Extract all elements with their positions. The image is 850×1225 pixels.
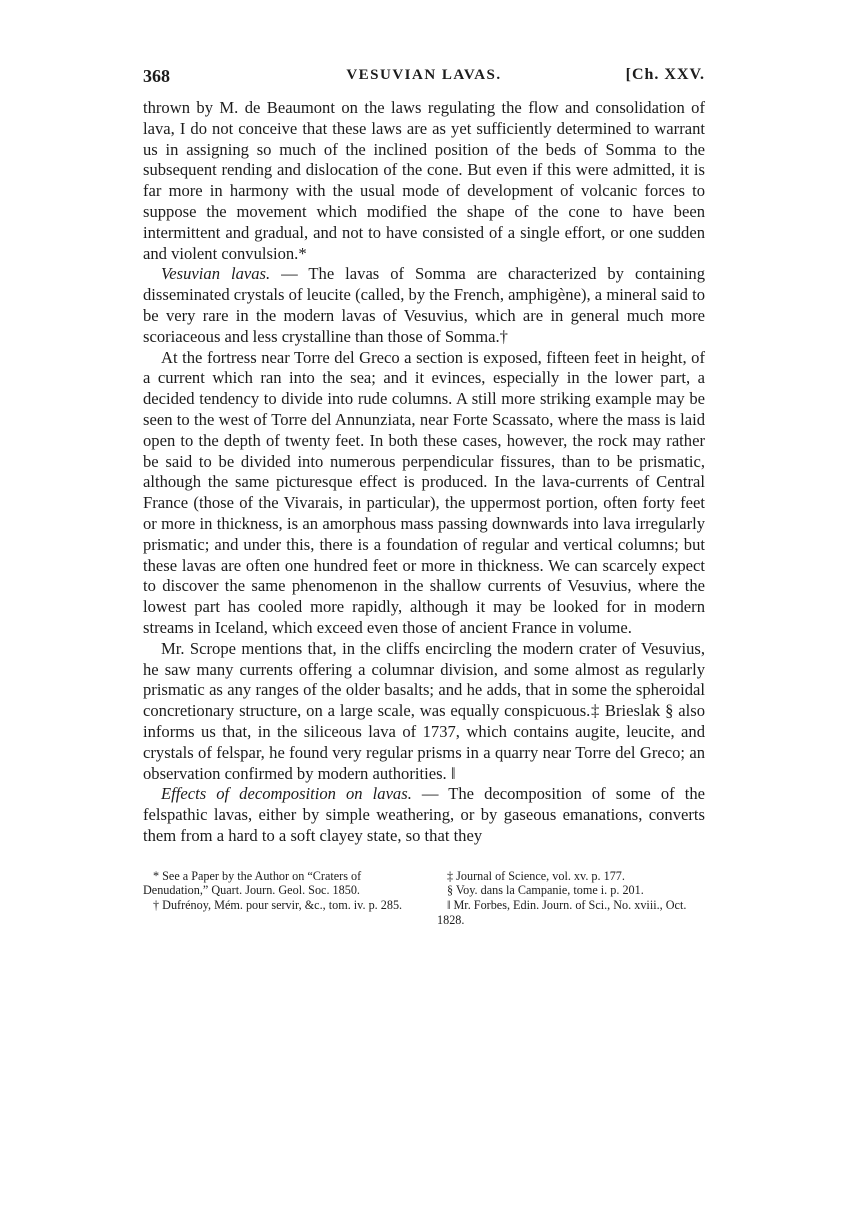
footnotes: [143, 869, 705, 928]
section-heading-vesuvian-lavas: Vesuvian lavas.: [161, 264, 271, 284]
paragraph-4: Mr. Scrope mentions that, in the cliffs encircling the modern crater of Vesuvius, he saw many currents offering a columnar division, and some almost as regularly prismatic as any ranges of the older basalts; and he adds, that in some the spheroidal concretionary structure, on a large scale, was equally conspicuous.‡ Brieslak § also informs us that, in the siliceous lava of 1737, which contains augite, leucite, and crystals of felspar, he found very regular prisms in a quarry near Torre del Greco; an observation confirmed by modern authorities. ‖: [143, 638, 705, 783]
running-title: VESUVIAN LAVAS.: [346, 67, 502, 83]
footnotes-right-column: [437, 869, 705, 928]
page-number: 368: [143, 66, 170, 86]
section-heading-effects-of-decomposition: Effects of decomposition on lavas.: [161, 784, 412, 804]
footnotes-left-column: [143, 869, 411, 928]
footnote-parallel: ‖ Mr. Forbes, Edin. Journ. of Sci., No. xviii., Oct. 1828.: [437, 898, 687, 928]
paragraph-5-text: — The decomposition of some of the felspathic lavas, either by simple weathering, or by gaseous emanations, converts them from a hard to a soft clayey state, so that they: [143, 784, 705, 845]
page-header: [143, 62, 705, 98]
footnote-dagger: † Dufrénoy, Mém. pour servir, &c., tom. iv. p. 285.: [153, 898, 403, 913]
book-page: [143, 62, 705, 928]
paragraph-5: [143, 784, 705, 846]
paragraph-1: thrown by M. de Beaumont on the laws regulating the flow and consolidation of lava, I do not conceive that these laws are as yet sufficiently determined to warrant us in assigning so much of the inclined position of the beds of Somma to the subsequent rending and dislocation of the cone. But even if this were admitted, it is far more in harmony with the usual mode of development of volcanic forces to suppose the movement which modified the shape of the cone to have been intermittent and gradual, and not to have consisted of a single effort, or one sudden and violent convulsion.*: [143, 98, 705, 263]
chapter-marker: [Ch. XXV.: [625, 66, 705, 83]
paragraph-3: At the fortress near Torre del Greco a section is exposed, fifteen feet in height, of a current which ran into the sea; and it evinces, especially in the lower part, a decided tendency to divide into rude columns. A still more striking example may be seen to the west of Torre del Annunziata, near Forte Scassato, where the mass is laid open to the depth of twenty feet. In both these cases, however, the rock may rather be said to be divided into numerous perpendicular fissures, than to be prismatic, although the same picturesque effect is produced. In the lava-currents of Central France (those of the Vivarais, in particular), the uppermost portion, often forty feet or more in thickness, is an amorphous mass passing downwards into lava irregularly prismatic; and under this, there is a foundation of regular and vertical columns; but these lavas are often one hundred feet or more in thickness. We can scarcely expect to discover the same phenomenon in the shallow currents of Vesuvius, where the lowest part has cooled more rapidly, although it may be looked for in modern streams in Iceland, which exceed even those of ancient France in volume.: [143, 347, 705, 637]
footnote-section: § Voy. dans la Campanie, tome i. p. 201.: [447, 883, 644, 898]
footnote-star: * See a Paper by the Author on “Craters of Denudation,” Quart. Journ. Geol. Soc. 1850.: [143, 868, 362, 898]
paragraph-2: [143, 264, 705, 347]
body-text: [143, 98, 705, 847]
paragraph-2-text: — The lavas of Somma are characterized by containing disseminated crystals of leucite (called, by the French, amphigène), a mineral said to be very rare in the modern lavas of Vesuvius, which are in general much more scoriaceous and less crystalline than those of Somma.†: [143, 264, 705, 346]
footnote-double-dagger: ‡ Journal of Science, vol. xv. p. 177.: [447, 868, 625, 883]
